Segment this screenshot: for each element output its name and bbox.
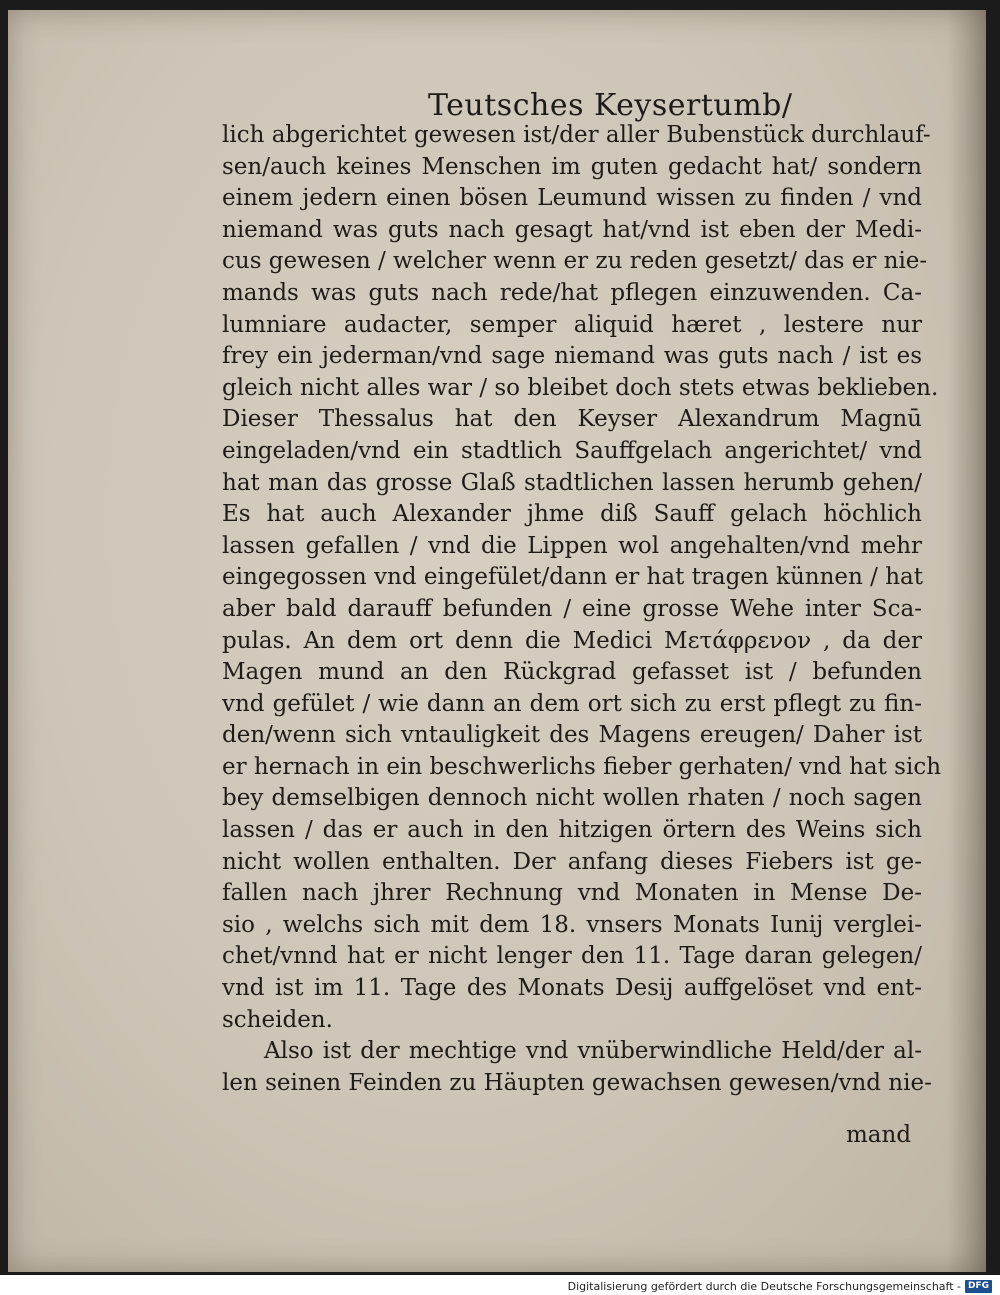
text-line: lassen / das er auch in den hitzigen örtern des Weins sich [222, 817, 922, 844]
text-line: sio , welchs sich mit dem 18. vnsers Monats Iunij verglei- [222, 911, 922, 938]
catchword: mand [846, 1122, 912, 1148]
text-line: vnd ist im 11. Tage des Monats Desij auffgelöset vnd ent- [222, 975, 922, 1002]
funding-credit: Digitalisierung gefördert durch die Deutsche Forschungsgemeinschaft - [567, 1279, 961, 1293]
text-line: lassen gefallen / vnd die Lippen wol angehalten/vnd mehr [222, 532, 922, 559]
text-line: len seinen Feinden zu Häupten gewachsen gewesen/vnd nie- [222, 1069, 932, 1096]
text-line: Dieser Thessalus hat den Keyser Alexandrum Magnū [222, 406, 922, 433]
body-text [222, 120, 942, 1099]
text-line: chet/vnnd hat er nicht lenger den 11. Tage daran gelegen/ [222, 943, 922, 970]
text-line: hat man das grosse Glaß stadtlichen lassen herumb gehen/ [222, 469, 922, 496]
text-line: niemand was guts nach gesagt hat/vnd ist eben der Medi- [222, 216, 922, 243]
text-line: pulas. An dem ort denn die Medici Μετάφρενον , da der [222, 627, 922, 654]
text-line: mands was guts nach rede/hat pflegen einzuwenden. Ca- [222, 279, 922, 306]
text-line: Magen mund an den Rückgrad gefasset ist / befunden [222, 659, 922, 686]
text-line: lumniare audacter, semper aliquid hæret , lestere nur [222, 311, 922, 338]
text-line: Es hat auch Alexander jhme diß Sauff gelach höchlich [222, 501, 922, 528]
text-line: er hernach in ein beschwerlichs fieber gerhaten/ vnd hat sich [222, 753, 942, 780]
text-line: bey demselbigen dennoch nicht wollen rhaten / noch sagen [222, 785, 922, 812]
text-line: nicht wollen enthalten. Der anfang dieses Fiebers ist ge- [222, 848, 922, 875]
text-line: cus gewesen / welcher wenn er zu reden gesetzt/ das er nie- [222, 248, 928, 275]
text-line: eingeladen/vnd ein stadtlich Sauffgelach angerichtet/ vnd [222, 437, 922, 464]
text-line: frey ein jederman/vnd sage niemand was guts nach / ist es [222, 343, 922, 370]
digitization-footer [568, 1277, 992, 1295]
dfg-logo: DFG [965, 1280, 992, 1293]
text-line: den/wenn sich vntauligkeit des Magens ereugen/ Daher ist [222, 722, 922, 749]
text-line: gleich nicht alles war / so bleibet doch stets etwas beklieben. [222, 374, 939, 401]
running-head: Teutsches Keysertumb/ [428, 88, 793, 123]
text-line: eingegossen vnd eingefület/dann er hat tragen künnen / hat [222, 564, 923, 591]
text-line: aber bald darauff befunden / eine grosse Wehe inter Sca- [222, 595, 922, 622]
paragraph-start-line: Also ist der mechtige vnd vnüberwindliche Held/der al- [264, 1038, 922, 1065]
text-line: einem jedern einen bösen Leumund wissen zu finden / vnd [222, 185, 922, 212]
text-line: lich abgerichtet gewesen ist/der aller Bubenstück durchlauf- [222, 122, 931, 148]
text-line: fallen nach jhrer Rechnung vnd Monaten in Mense De- [222, 880, 922, 907]
text-line: scheiden. [222, 1006, 333, 1033]
text-line: vnd gefület / wie dann an dem ort sich zu erst pflegt zu fin- [222, 690, 922, 717]
text-line: sen/auch keines Menschen im guten gedacht hat/ sondern [222, 153, 922, 180]
